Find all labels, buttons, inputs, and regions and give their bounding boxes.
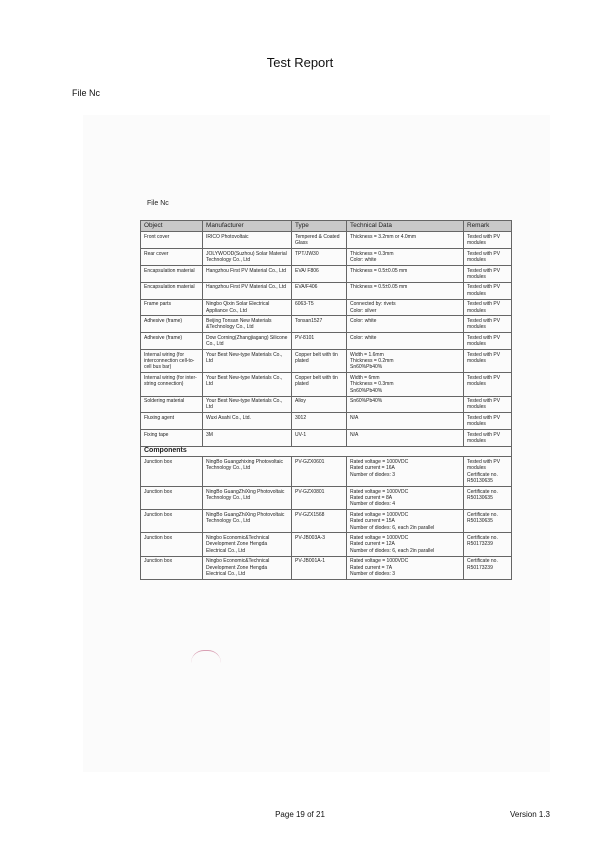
table-row bbox=[141, 266, 512, 283]
cell-technical-data bbox=[347, 413, 464, 430]
column-header: Technical Data bbox=[347, 221, 464, 232]
cell-object: Junction box bbox=[141, 510, 203, 533]
cell-type: PV-GZX0801 bbox=[292, 487, 347, 510]
cell-remark: Tested with PV modules bbox=[464, 373, 512, 396]
column-header: Object bbox=[141, 221, 203, 232]
technical-data-line: Thickness = 0.3mm bbox=[350, 381, 394, 388]
table-row bbox=[141, 373, 512, 396]
cell-manufacturer: Hangzhou First PV Material Co., Ltd bbox=[203, 266, 292, 283]
cell-type: EVA/F406 bbox=[292, 282, 347, 299]
cell-type: PV-GZX0601 bbox=[292, 457, 347, 487]
cell-remark: Tested with PV modules bbox=[464, 333, 512, 350]
cell-remark: Certificate no. R50130635 bbox=[464, 487, 512, 510]
table-row bbox=[141, 232, 512, 249]
scanned-page-image bbox=[83, 115, 550, 772]
technical-data-line: Thickness = 0.5±0.05 mm bbox=[350, 267, 408, 274]
cell-type: TPT/JW30 bbox=[292, 249, 347, 266]
cell-remark: Tested with PV modules bbox=[464, 413, 512, 430]
components-heading: Components bbox=[141, 446, 512, 456]
technical-data-line: Thickness = 0.2mm bbox=[350, 358, 394, 364]
cell-manufacturer: NingBo Guangzhixing Photovoltaic Technology Co., Ltd bbox=[203, 457, 292, 487]
technical-data-line: Number of diodes: 6, each 2in parallel bbox=[350, 547, 435, 554]
cell-type: Tempered & Coated Glass bbox=[292, 232, 347, 249]
table-header-row bbox=[141, 221, 512, 232]
cell-type: 6063-T5 bbox=[292, 299, 347, 316]
cell-type: Alloy bbox=[292, 396, 347, 413]
cell-remark: Tested with PV modules bbox=[464, 350, 512, 373]
table-row bbox=[141, 350, 512, 373]
cell-manufacturer: Your Best New-type Materials Co., Ltd bbox=[203, 350, 292, 373]
cell-technical-data bbox=[347, 373, 464, 396]
technical-data-line: N/A bbox=[350, 414, 359, 421]
cell-type: Copper belt with tin plated bbox=[292, 350, 347, 373]
table-row bbox=[141, 316, 512, 333]
cell-object: Encapsulation material bbox=[141, 266, 203, 283]
cell-remark: Tested with PV modules Certificate no. R50130635 bbox=[464, 457, 512, 487]
cell-type: 3012 bbox=[292, 413, 347, 430]
cell-remark: Tested with PV modules bbox=[464, 249, 512, 266]
technical-data-line: Thickness = 0.3mm bbox=[350, 250, 394, 257]
technical-data-line: Rated current = 8A bbox=[350, 494, 393, 501]
technical-data-line: Rated current = 12A bbox=[350, 541, 395, 548]
table-row bbox=[141, 249, 512, 266]
cell-object: Encapsulation material bbox=[141, 282, 203, 299]
technical-data-line: Rated current = 16A bbox=[350, 465, 395, 472]
cell-object: Junction box bbox=[141, 556, 203, 579]
cell-object: Junction box bbox=[141, 533, 203, 556]
cell-technical-data bbox=[347, 316, 464, 333]
cell-technical-data bbox=[347, 232, 464, 249]
scan-file-number-label: File Nc bbox=[147, 200, 169, 207]
cell-technical-data bbox=[347, 266, 464, 283]
cell-manufacturer: 3M bbox=[203, 430, 292, 447]
cell-remark: Certificate no. R50173239 bbox=[464, 533, 512, 556]
table-row bbox=[141, 430, 512, 447]
technical-data-line: Rated voltage = 1000VDC bbox=[350, 458, 409, 465]
technical-data-line: N/A bbox=[350, 431, 359, 438]
technical-data-line: Sn60%Pb40% bbox=[350, 387, 383, 394]
cell-type: UV-1 bbox=[292, 430, 347, 447]
cell-type: Tonsan1527 bbox=[292, 316, 347, 333]
report-title: Test Report bbox=[266, 55, 334, 70]
cell-remark: Certificate no. R50173239 bbox=[464, 556, 512, 579]
cell-type: PV-8101 bbox=[292, 333, 347, 350]
cell-remark: Certificate no. R50130635 bbox=[464, 510, 512, 533]
cell-type: PV-GZX1568 bbox=[292, 510, 347, 533]
cell-manufacturer: Ningbo Qixin Solar Electrical Appliance Co., Ltd bbox=[203, 299, 292, 316]
technical-data-line: Number of diodes: 3 bbox=[350, 471, 396, 478]
components-table bbox=[140, 220, 512, 580]
cell-remark: Tested with PV modules bbox=[464, 232, 512, 249]
cell-manufacturer: Hangzhou First PV Material Co., Ltd bbox=[203, 282, 292, 299]
cell-type: Copper belt with tin plated bbox=[292, 373, 347, 396]
cell-manufacturer: IRICO Photovoltaic bbox=[203, 232, 292, 249]
cell-manufacturer: Your Best New-type Materials Co., Ltd bbox=[203, 396, 292, 413]
technical-data-line: Rated current = 15A bbox=[350, 518, 395, 525]
cell-technical-data bbox=[347, 333, 464, 350]
technical-data-line: Color: silver bbox=[350, 307, 377, 314]
cell-object: Adhesive (frame) bbox=[141, 333, 203, 350]
column-header: Manufacturer bbox=[203, 221, 292, 232]
technical-data-line: Rated voltage = 1000VDC bbox=[350, 488, 409, 495]
technical-data-line: Number of diodes: 4 bbox=[350, 501, 396, 508]
cell-object: Frame parts bbox=[141, 299, 203, 316]
technical-data-line: Color: white bbox=[350, 257, 377, 264]
technical-data-line: Color: white bbox=[350, 317, 377, 324]
cell-manufacturer: JOLYWOOD(Suzhou) Solar Material Technology Co., Ltd bbox=[203, 249, 292, 266]
cell-technical-data bbox=[347, 510, 464, 533]
cell-manufacturer: Wuxi Asahi Co., Ltd. bbox=[203, 413, 292, 430]
cell-object: Soldering material bbox=[141, 396, 203, 413]
technical-data-line: Connected by: rivets bbox=[350, 301, 396, 308]
column-header: Type bbox=[292, 221, 347, 232]
cell-object: Junction box bbox=[141, 487, 203, 510]
cell-remark: Tested with PV modules bbox=[464, 396, 512, 413]
column-header: Remark bbox=[464, 221, 512, 232]
page-number: Page 19 of 21 bbox=[275, 810, 325, 819]
cell-remark: Tested with PV modules bbox=[464, 430, 512, 447]
cell-manufacturer: Beijing Tonsan New Materials &Technology Co., Ltd bbox=[203, 316, 292, 333]
table-row bbox=[141, 396, 512, 413]
cell-manufacturer: Your Best New-type Materials Co., Ltd bbox=[203, 373, 292, 396]
technical-data-line: Number of diodes: 3 bbox=[350, 570, 396, 577]
technical-data-line: Sn60%Pb40% bbox=[350, 398, 383, 405]
table-row bbox=[141, 556, 512, 579]
technical-data-line: Rated voltage = 1000VDC bbox=[350, 558, 409, 565]
file-number-label: File Nc bbox=[72, 88, 101, 98]
cell-remark: Tested with PV modules bbox=[464, 316, 512, 333]
technical-data-line: Thickness = 0.5±0.05 mm bbox=[350, 284, 408, 291]
cell-remark: Tested with PV modules bbox=[464, 282, 512, 299]
cell-technical-data bbox=[347, 282, 464, 299]
cell-technical-data bbox=[347, 430, 464, 447]
cell-object: Fixing tape bbox=[141, 430, 203, 447]
cell-type: PV-JB003A-3 bbox=[292, 533, 347, 556]
cell-remark: Tested with PV modules bbox=[464, 299, 512, 316]
cell-manufacturer: NingBo GuangZhiXing Photovoltaic Technology Co., Ltd bbox=[203, 487, 292, 510]
cell-object: Internal wiring (for inter-string connection) bbox=[141, 373, 203, 396]
table-row bbox=[141, 457, 512, 487]
technical-data-line: Color: white bbox=[350, 334, 377, 341]
cell-object: Internal wiring (for interconnection cell-to-cell bus bar) bbox=[141, 350, 203, 373]
version-label: Version 1.3 bbox=[509, 810, 550, 819]
technical-data-line: Thickness = 3.2mm or 4.0mm bbox=[350, 233, 416, 240]
cell-technical-data bbox=[347, 249, 464, 266]
cell-technical-data bbox=[347, 487, 464, 510]
cell-object: Adhesive (frame) bbox=[141, 316, 203, 333]
technical-data-line: Number of diodes: 6, each 2in parallel bbox=[350, 524, 435, 531]
cell-object: Front cover bbox=[141, 232, 203, 249]
cell-remark: Tested with PV modules bbox=[464, 266, 512, 283]
cell-technical-data bbox=[347, 556, 464, 579]
technical-data-line: Rated current = 7A bbox=[350, 564, 393, 571]
table-row bbox=[141, 299, 512, 316]
cell-manufacturer: Ningbo Economic&Technical Development Zone Hengda Electrical Co., Ltd bbox=[203, 556, 292, 579]
cell-type: EVA/ F806 bbox=[292, 266, 347, 283]
stamp-seal bbox=[191, 650, 221, 663]
table-row bbox=[141, 282, 512, 299]
technical-data-line: Rated voltage = 1000VDC bbox=[350, 534, 409, 541]
table-row bbox=[141, 510, 512, 533]
table-row bbox=[141, 533, 512, 556]
components-section-row bbox=[141, 446, 512, 456]
cell-object: Rear cover bbox=[141, 249, 203, 266]
cell-manufacturer: Dow Corning(Zhangjiagang) Silicone Co., Ltd bbox=[203, 333, 292, 350]
technical-data-line: Rated voltage = 1000VDC bbox=[350, 511, 409, 518]
table-row bbox=[141, 333, 512, 350]
technical-data-line: Width = 6mm bbox=[350, 374, 380, 381]
cell-object: Fluxing agent bbox=[141, 413, 203, 430]
cell-manufacturer: NingBo GuangZhiXing Photovoltaic Technology Co., Ltd bbox=[203, 510, 292, 533]
cell-type: PV-JB001A-1 bbox=[292, 556, 347, 579]
technical-data-line: Sn60%Pb40% bbox=[350, 364, 383, 371]
technical-data-line: Width = 1.6mm bbox=[350, 351, 384, 358]
cell-object: Junction box bbox=[141, 457, 203, 487]
cell-technical-data bbox=[347, 396, 464, 413]
table-row bbox=[141, 413, 512, 430]
cell-technical-data bbox=[347, 457, 464, 487]
cell-technical-data bbox=[347, 350, 464, 373]
cell-manufacturer: Ningbo Economic&Technical Development Zone Hengda Electrical Co., Ltd bbox=[203, 533, 292, 556]
table-row bbox=[141, 487, 512, 510]
cell-technical-data bbox=[347, 299, 464, 316]
cell-technical-data bbox=[347, 533, 464, 556]
